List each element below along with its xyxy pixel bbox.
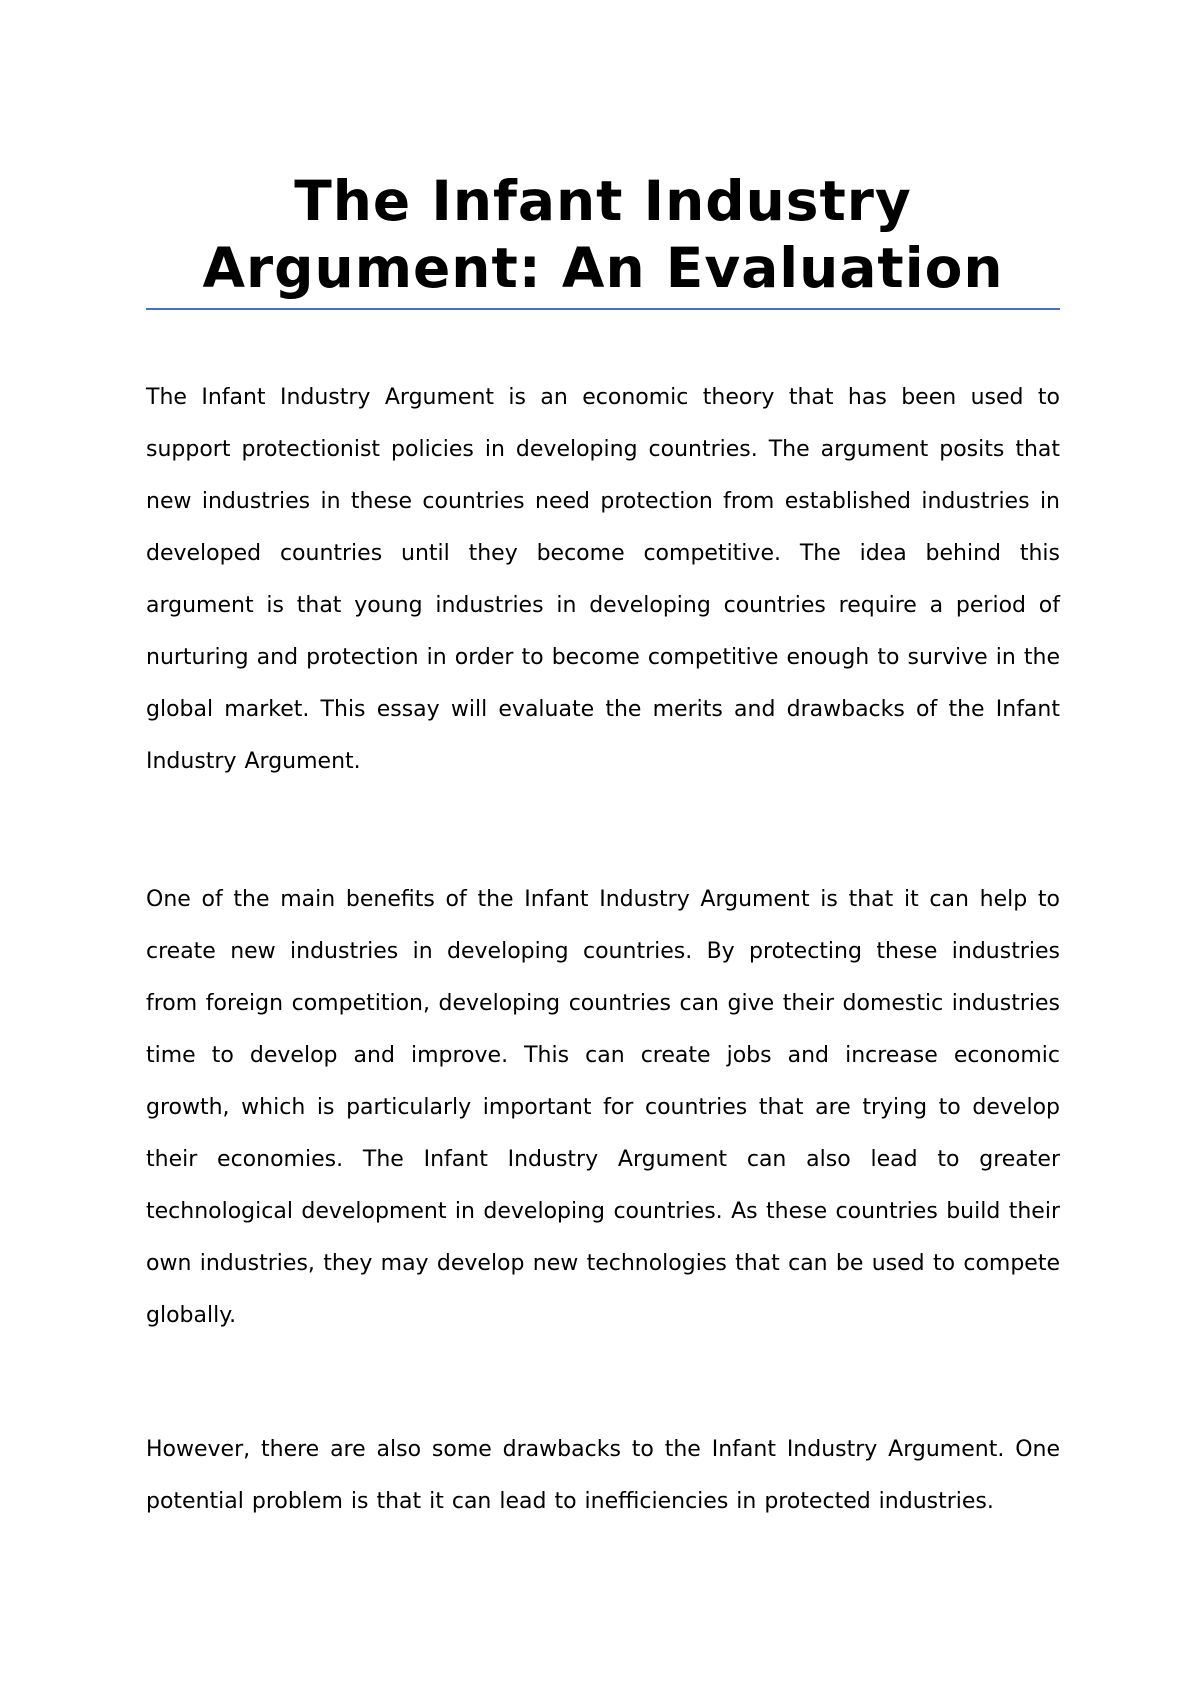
paragraph-drawbacks: However, there are also some drawbacks to the Infant Industry Argument. One potential problem is that it can lead to inefficiencies in protected industries.: [146, 1437, 1060, 1514]
title-underline-rule: [146, 308, 1060, 310]
paragraph-introduction: The Infant Industry Argument is an economic theory that has been used to support protectionist policies in developing countries. The argument posits that new industries in these countries need protection from established industries in developed countries until they become competitive. The idea behind this argument is that young industries in developing countries require a period of nurturing and protection in order to become competitive enough to survive in the global market. This essay will evaluate the merits and drawbacks of the Infant Industry Argument.: [146, 385, 1060, 774]
paragraph-benefits: One of the main benefits of the Infant Industry Argument is that it can help to create new industries in developing countries. By protecting these industries from foreign competition, developing countries can give their domestic industries time to develop and improve. This can create jobs and increase economic growth, which is particularly important for countries that are trying to develop their economies. The Infant Industry Argument can also lead to greater technological development in developing countries. As these countries build their own industries, they may develop new technologies that can be used to compete globally.: [146, 887, 1060, 1328]
document-title: The Infant Industry Argument: An Evaluation: [202, 169, 1004, 300]
